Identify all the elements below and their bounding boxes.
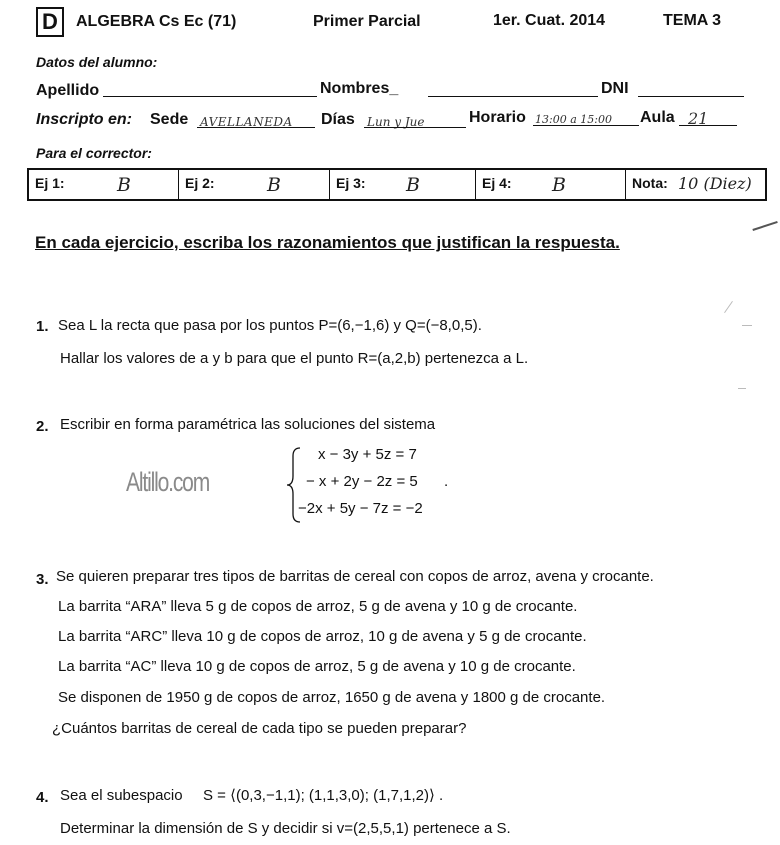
exercise-3-line-ac: La barrita “AC” lleva 10 g de copos de arroz, 5 g de avena y 10 g de crocante. xyxy=(58,658,576,675)
grade-value-ej4: B xyxy=(552,174,566,196)
scan-mark xyxy=(724,301,733,313)
grade-cell-ej1 xyxy=(29,170,179,199)
exercise-1-text: Sea L la recta que pasa por los puntos P=(6,−1,6) y Q=(−8,0,5). xyxy=(58,317,482,334)
grades-table xyxy=(27,168,767,201)
watermark-logo: Altillo.com xyxy=(126,467,210,497)
dias-label: Días xyxy=(321,111,355,128)
grade-value-ej2: B xyxy=(267,174,281,196)
tema-label: TEMA 3 xyxy=(663,12,722,29)
tema-badge: D xyxy=(36,7,64,37)
scan-mark xyxy=(752,221,777,230)
horario-label: Horario xyxy=(469,109,526,126)
grade-label-ej1: Ej 1: xyxy=(35,175,65,191)
exercise-3-text: Se quieren preparar tres tipos de barritas de cereal con copos de arroz, avena y crocante. xyxy=(56,568,654,585)
student-section-label: Datos del alumno: xyxy=(36,54,158,70)
dias-field xyxy=(364,127,466,128)
exercise-4-subspace: S = ⟨(0,3,−1,1); (1,1,3,0); (1,7,1,2)⟩ . xyxy=(203,787,444,804)
exercise-4-text: Sea el subespacio xyxy=(60,787,183,804)
apellido-field xyxy=(103,96,317,97)
instruction-heading: En cada ejercicio, escriba los razonamientos que justifican la respuesta. xyxy=(35,233,620,252)
scan-mark xyxy=(742,325,752,326)
exam-title: Primer Parcial xyxy=(313,13,421,30)
dni-label: DNI xyxy=(601,80,629,97)
aula-value: 21 xyxy=(688,109,709,128)
scan-mark xyxy=(738,388,746,389)
corrector-label: Para el corrector: xyxy=(36,145,152,161)
exercise-3-number: 3. xyxy=(36,571,49,588)
sede-value: AVELLANEDA xyxy=(200,115,293,129)
dias-value: Lun y Jue xyxy=(367,115,425,129)
exercise-3-question: ¿Cuántos barritas de cereal de cada tipo se pueden preparar? xyxy=(52,720,467,737)
exercise-1-number: 1. xyxy=(36,318,49,335)
grade-cell-ej2 xyxy=(179,170,330,199)
exercise-4-number: 4. xyxy=(36,789,49,806)
exercise-2-text: Escribir en forma paramétrica las soluciones del sistema xyxy=(60,416,436,433)
grade-cell-ej4 xyxy=(476,170,626,199)
exercise-3-line-arc: La barrita “ARC” lleva 10 g de copos de arroz, 10 g de avena y 5 g de crocante. xyxy=(58,628,587,645)
grade-label-nota: Nota: xyxy=(632,175,668,191)
inscripto-label: Inscripto en: xyxy=(36,111,133,128)
exercise-3-line-supply: Se disponen de 1950 g de copos de arroz, 1650 g de avena y 1800 g de crocante. xyxy=(58,689,606,706)
apellido-label: Apellido xyxy=(36,82,100,99)
grade-label-ej3: Ej 3: xyxy=(336,175,366,191)
system-period: . xyxy=(444,473,449,490)
system-equation-1: x − 3y + 5z = 7 xyxy=(318,446,417,463)
exercise-4-question: Determinar la dimensión de S y decidir si v=(2,5,5,1) pertenece a S. xyxy=(60,820,511,837)
exercise-1-question: Hallar los valores de a y b para que el punto R=(a,2,b) pertenezca a L. xyxy=(60,350,529,367)
exercise-2-number: 2. xyxy=(36,418,49,435)
grade-value-ej3: B xyxy=(406,174,420,196)
dni-field xyxy=(638,96,744,97)
system-equation-2: − x + 2y − 2z = 5 xyxy=(306,473,418,490)
sede-label: Sede xyxy=(150,111,189,128)
horario-value: 13:00 a 15:00 xyxy=(535,113,612,126)
horario-field xyxy=(533,125,639,126)
grade-value-ej1: B xyxy=(117,174,131,196)
sede-field xyxy=(197,127,315,128)
grade-cell-ej3 xyxy=(330,170,476,199)
aula-field xyxy=(679,125,737,126)
term-label: 1er. Cuat. 2014 xyxy=(493,12,606,29)
grade-label-ej4: Ej 4: xyxy=(482,175,512,191)
exercise-3-line-ara: La barrita “ARA” lleva 5 g de copos de arroz, 5 g de avena y 10 g de crocante. xyxy=(58,598,578,615)
grade-cell-nota xyxy=(626,170,765,199)
grade-label-ej2: Ej 2: xyxy=(185,175,215,191)
grade-value-nota: 10 (Diez) xyxy=(678,174,752,193)
aula-label: Aula xyxy=(640,109,675,126)
nombres-label: Nombres_ xyxy=(320,80,399,97)
course-title: ALGEBRA Cs Ec (71) xyxy=(76,13,237,30)
nombres-field xyxy=(428,96,598,97)
system-equation-3: −2x + 5y − 7z = −2 xyxy=(298,500,423,517)
